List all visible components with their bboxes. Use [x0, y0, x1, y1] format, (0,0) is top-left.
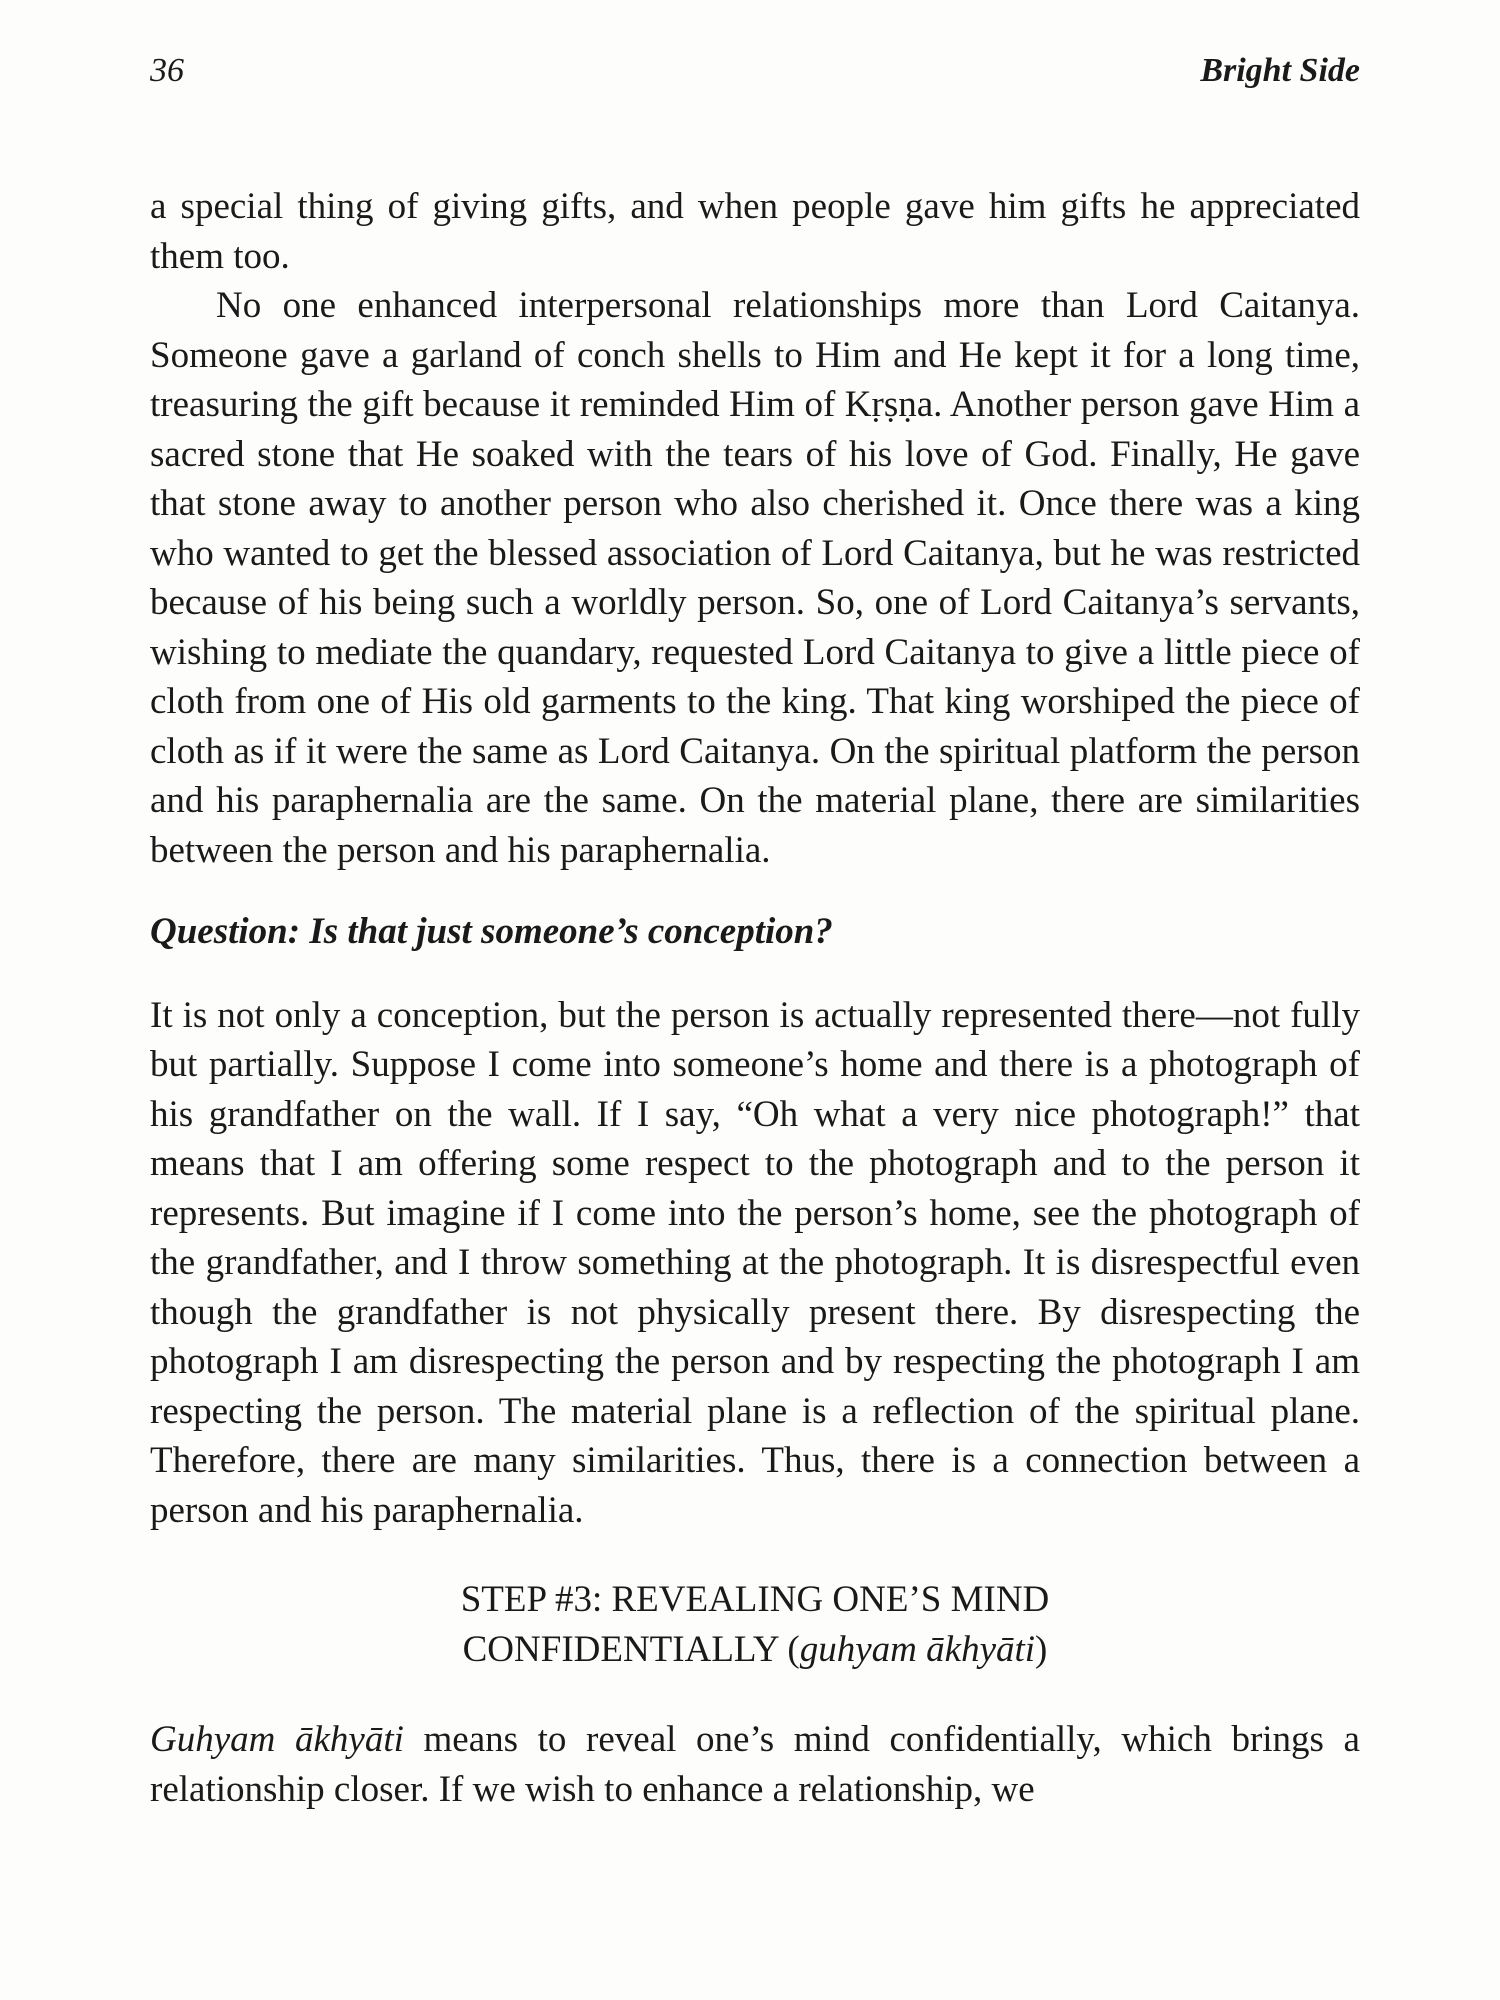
section-heading-main: CONFIDENTIALLY ( [462, 1629, 800, 1670]
section-heading-term: guhyam ākhyāti [799, 1629, 1036, 1670]
section-heading-line-2 [150, 1625, 1360, 1675]
guhyam-akhyati-term: Guhyam ākhyāti [150, 1719, 404, 1760]
question-line: Question: Is that just someone’s conception? [150, 911, 833, 952]
section-heading-line-1: STEP #3: REVEALING ONE’S MIND [460, 1579, 1050, 1620]
section-heading [150, 1575, 1360, 1675]
body-text [150, 182, 1360, 1814]
paragraph-lord-caitanya: No one enhanced interpersonal relationships more than Lord Caitanya. Someone gave a garland of conch shells to Him and He kept it for a long time, treasuring the gift because it reminded Him of Kṛṣṇa. Another person gave Him a sacred stone that He soaked with the tears of his love of God. Finally, He gave that stone away to another person who also cherished it. Once there was a king who wanted to get the blessed association of Lord Caitanya, but he was restricted because of his being such a worldly person. So, one of Lord Caitanya’s servants, wishing to mediate the quandary, requested Lord Caitanya to give a little piece of cloth from one of His old garments to the king. That king worshiped the piece of cloth as if it were the same as Lord Caitanya. On the spiritual platform the person and his paraphernalia are the same. On the material plane, there are similarities between the person and his paraphernalia. [150, 285, 1360, 871]
guhyam-akhyati-text: means to reveal one’s mind confidentially, which brings a relationship closer. If we wish to enhance a relationship, we [150, 1719, 1360, 1810]
running-head: Bright Side [1200, 52, 1360, 89]
section-heading-close: ) [1035, 1629, 1048, 1670]
page-number: 36 [150, 52, 184, 89]
page-header [150, 52, 1360, 102]
paragraph-conception-answer: It is not only a conception, but the person is actually represented there—not fully but partially. Suppose I come into someone’s home and there is a photograph of his grandfather on the wall. If I say, “Oh what a very nice photograph!” that means that I am offering some respect to the photograph and to the person it represents. But imagine if I come into the person’s home, see the photograph of the grandfather, and I throw something at the photograph. It is disrespectful even though the grandfather is not physically present there. By disrespecting the photograph I am disrespecting the person and by respecting the photograph I am respecting the person. The material plane is a reflection of the spiritual plane. Therefore, there are many similarities. Thus, there is a connection between a person and his paraphernalia. [150, 994, 1360, 1531]
paragraph-gifts: a special thing of giving gifts, and when people gave him gifts he appreciated them too. [150, 186, 1360, 277]
paragraph-guhyam-akhyati [150, 1715, 1360, 1814]
